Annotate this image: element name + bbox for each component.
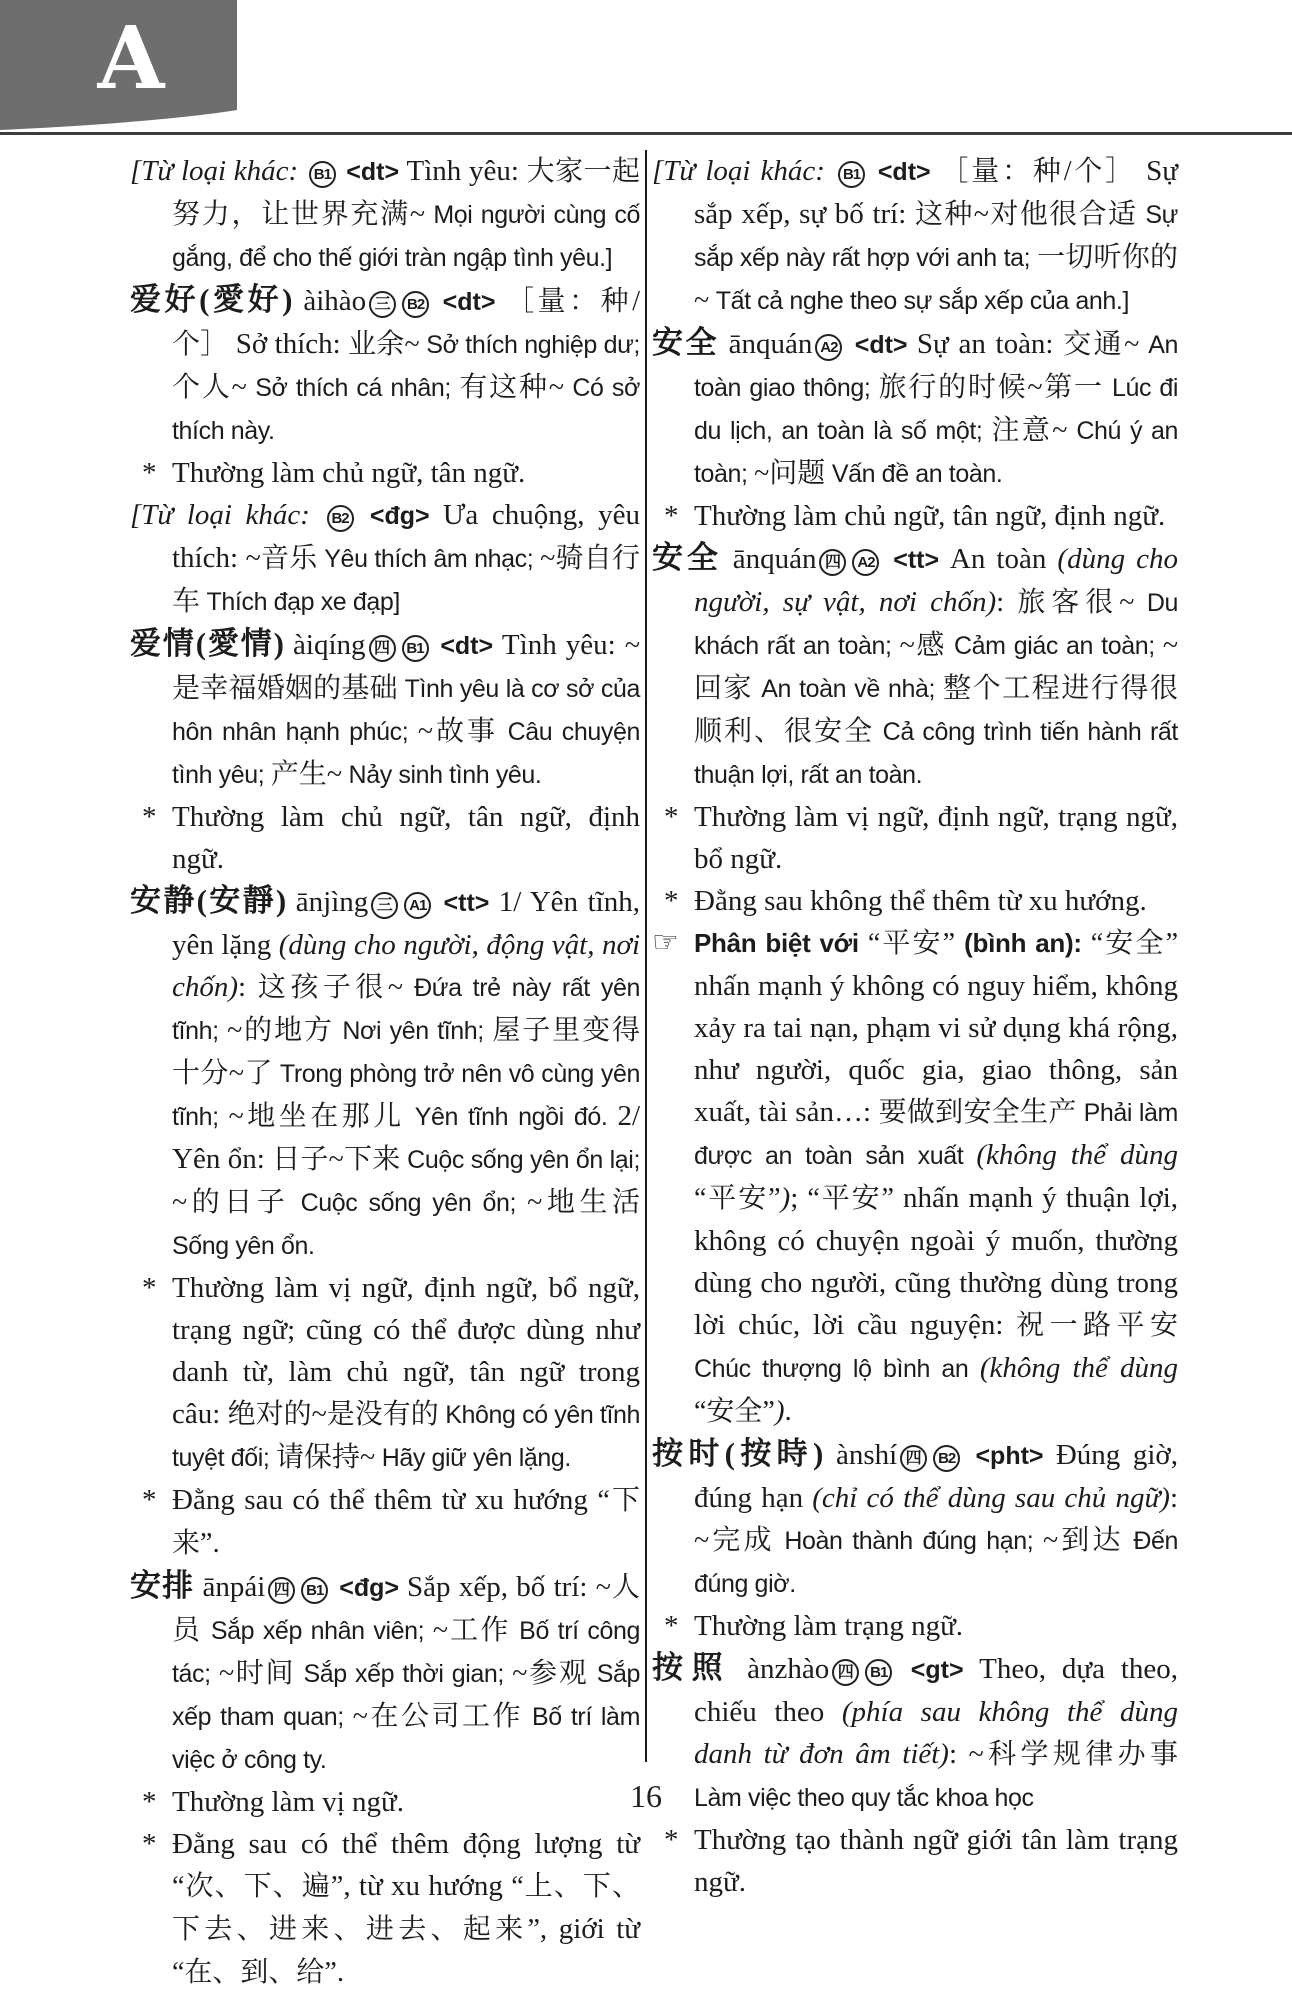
- headword: 按照: [652, 1650, 732, 1685]
- text-segment-it: (chỉ có thể dùng sau chủ ngữ): [812, 1482, 1170, 1514]
- text-segment-rm: 2/ Yên ổn:: [172, 1100, 640, 1175]
- text-segment-zh: 这孩子很~: [257, 972, 404, 1003]
- text-segment-zh: ~地坐在那儿: [228, 1101, 405, 1132]
- level-badge: B2: [402, 291, 429, 318]
- note-asterisk: *: [142, 1786, 157, 1818]
- text-segment-zh: 注意~: [991, 415, 1068, 446]
- other-pos-note: [652, 150, 1178, 322]
- text-segment-tag: <dt>: [845, 331, 917, 359]
- text-segment-vi: Sắp xếp tham quan;: [172, 1660, 640, 1731]
- other-pos-note: [130, 150, 640, 279]
- text-segment-py: ànshí: [823, 1439, 898, 1471]
- note-asterisk: *: [664, 500, 679, 532]
- text-segment-rm: 1/ Yên tĩnh, yên lặng: [172, 886, 640, 961]
- text-segment-zh: ~地生活: [527, 1187, 641, 1218]
- text-segment-rm: :: [238, 971, 258, 1003]
- note-asterisk: *: [142, 1828, 157, 1860]
- headword: 按时(按時): [652, 1436, 824, 1471]
- text-segment-zh: ［量：种/个］: [940, 156, 1137, 187]
- text-segment-vi: Làm việc theo quy tắc khoa học: [694, 1784, 1034, 1812]
- text-segment-rm: Đằng sau có thể thêm từ xu hướng: [172, 1484, 598, 1516]
- level-badge: A1: [404, 892, 431, 919]
- text-segment-vi: Nảy sinh tình yêu.: [342, 761, 542, 789]
- headword: 安全: [652, 540, 722, 575]
- text-segment-tag: <đg>: [356, 502, 443, 530]
- text-segment-zh: ~的地方: [227, 1015, 334, 1046]
- headword: 爱好(愛好): [130, 282, 293, 317]
- text-segment-rm: Tình yêu:: [501, 629, 625, 661]
- level-badge: 四: [369, 635, 396, 662]
- text-segment-vi: Cảm giác an toàn;: [945, 632, 1163, 660]
- level-badge: B1: [838, 161, 865, 188]
- text-segment-rm: An toàn: [949, 543, 1058, 575]
- header-rule: [0, 132, 1292, 135]
- text-segment-py: àiqíng: [283, 629, 366, 661]
- headword: 安排: [130, 1568, 195, 1603]
- text-segment-zh: 日子~下来: [272, 1144, 401, 1175]
- dictionary-entry: [652, 1433, 1178, 1605]
- text-segment-vi: Sự sắp xếp này rất hợp với anh ta;: [694, 201, 1178, 272]
- text-segment-py: ānquán: [721, 543, 817, 575]
- text-segment-rm: , giới từ: [539, 1913, 640, 1945]
- dictionary-entry: [652, 322, 1178, 495]
- text-segment-zh: “平安”: [694, 1183, 781, 1214]
- text-segment-vi: Lúc đi du lịch, an toàn là số một;: [694, 374, 1179, 445]
- note-asterisk: *: [664, 1824, 679, 1856]
- text-segment-tag: <dt>: [431, 632, 502, 660]
- text-segment-zh: ~故事: [417, 716, 499, 747]
- text-segment-vi: Hoàn thành đúng hạn;: [774, 1527, 1043, 1555]
- text-segment-vi: Đến đúng giờ.: [694, 1527, 1178, 1598]
- text-segment-zh: 一切听你的~: [694, 242, 1178, 316]
- headword: 爱情(愛情): [130, 626, 284, 661]
- usage-note: [652, 880, 1178, 922]
- text-segment-zh: 大家一起努力，让世界充满~: [172, 156, 640, 230]
- text-segment-zh: ~人员: [172, 1572, 640, 1646]
- text-segment-tag: <dt>: [338, 158, 407, 186]
- text-segment-zh: ~工作: [432, 1615, 511, 1646]
- usage-note: [652, 495, 1178, 537]
- text-segment-zh: “平安”: [867, 928, 956, 959]
- text-segment-tag: <tt>: [434, 889, 499, 917]
- level-badge: 三: [371, 892, 398, 919]
- note-asterisk: *: [142, 801, 157, 833]
- dictionary-entry: [652, 537, 1178, 796]
- level-badge: B1: [309, 161, 336, 188]
- level-badge: A2: [852, 549, 879, 576]
- text-segment-vi: Cuộc sống yên ổn lại;: [400, 1146, 641, 1174]
- headword: 安静(安靜): [130, 883, 287, 918]
- text-segment-zh: ~是幸福婚姻的基础: [172, 630, 640, 704]
- text-segment-tag: <dt>: [868, 158, 941, 186]
- text-segment-vi: Câu chuyện tình yêu;: [172, 718, 641, 789]
- text-segment-zh: “在、到、给”: [172, 1957, 337, 1988]
- text-segment-it: [Từ loại khác:: [652, 155, 836, 187]
- text-segment-vi: Tình yêu là cơ sở của hôn nhân hạnh phúc;: [172, 675, 640, 746]
- text-segment-vi: Bố trí làm việc ở công ty.: [172, 1703, 640, 1774]
- text-segment-zh: 有这种~: [459, 372, 564, 403]
- note-asterisk: *: [142, 1484, 157, 1516]
- text-segment-rm: Sở thích:: [228, 328, 349, 360]
- text-segment-tag: <pht>: [963, 1442, 1056, 1470]
- text-segment-zh: 业余~: [348, 329, 420, 360]
- text-segment-vi: Cuộc sống yên ổn;: [289, 1189, 528, 1217]
- other-pos-note: [130, 494, 640, 623]
- text-segment-rm: :: [996, 586, 1018, 618]
- text-segment-zh: 屋子里变得十分~了: [172, 1015, 640, 1089]
- text-segment-rm: Tình yêu:: [406, 155, 527, 187]
- text-segment-zh: 请保持~: [276, 1442, 376, 1473]
- text-segment-tag: <gt>: [895, 1656, 980, 1684]
- text-segment-vi: Sắp xếp nhân viên;: [202, 1617, 433, 1645]
- text-segment-vi: Thích đạp xe đạp]: [200, 588, 400, 616]
- headword: 安全: [652, 325, 719, 360]
- note-asterisk: *: [664, 885, 679, 917]
- text-segment-it: (không thể dùng: [979, 1352, 1178, 1384]
- column-divider: [645, 150, 647, 1762]
- text-segment-rm: Thường làm vị ngữ, định ngữ, bổ ngữ, trạng ngữ; cũng có thể được dùng như danh từ, làm chủ ngữ, tân ngữ trong câu:: [172, 1272, 640, 1430]
- text-segment-rm: Thường làm chủ ngữ, tân ngữ.: [172, 457, 526, 489]
- level-badge: 四: [268, 1577, 295, 1604]
- text-segment-zh: “平安”: [807, 1183, 894, 1214]
- text-segment-rm: Đằng sau có thể thêm động lượng từ: [172, 1828, 640, 1860]
- text-segment-rm: Theo, dựa theo, chiếu theo: [694, 1653, 1179, 1728]
- note-asterisk: *: [664, 1610, 679, 1642]
- text-segment-rm: Thường tạo thành ngữ giới tân làm trạng ngữ.: [694, 1824, 1178, 1898]
- text-segment-rm: Thường làm chủ ngữ, tân ngữ, định ngữ.: [694, 500, 1166, 532]
- text-segment-zh: ［量：种/个］: [172, 286, 641, 360]
- text-segment-vi: Bố trí công tác;: [172, 1617, 640, 1688]
- text-segment-zh: 祝一路平安: [1016, 1310, 1178, 1341]
- text-segment-rm: Thường làm vị ngữ.: [172, 1786, 405, 1818]
- text-segment-zh: ~问题: [754, 458, 826, 489]
- dictionary-entry: [130, 623, 640, 796]
- usage-note: [652, 1819, 1178, 1903]
- text-segment-vi: Sở thích nghiệp dư;: [419, 331, 640, 359]
- text-segment-vi: Tất cả nghe theo sự sắp xếp của anh.]: [709, 287, 1130, 315]
- text-segment-rm: :: [1169, 1482, 1178, 1514]
- text-segment-vi: Chúc thượng lộ bình an: [694, 1355, 980, 1383]
- text-segment-zh: ~完成: [694, 1525, 775, 1556]
- text-segment-rm: nhấn mạnh ý thuận lợi, không có chuyện ngoài ý muốn, thường dùng cho người, cũng thường dùng trong lời chúc, lời cầu nguyện:: [694, 1182, 1179, 1341]
- text-segment-vi: Yêu thích âm nhạc;: [317, 545, 541, 573]
- level-badge: 四: [900, 1445, 927, 1472]
- text-segment-rm: .: [784, 1395, 792, 1427]
- text-segment-zh: ~的日子: [172, 1187, 290, 1218]
- text-segment-tag: <dt>: [432, 288, 506, 316]
- text-segment-vi: Nơi yên tĩnh;: [333, 1017, 493, 1045]
- text-segment-zh: “安全”: [694, 1396, 775, 1427]
- text-segment-py: ānpái: [194, 1571, 266, 1603]
- text-segment-rm: Thường làm chủ ngữ, tân ngữ, định ngữ.: [172, 801, 640, 875]
- dictionary-entry: [130, 1565, 640, 1781]
- text-segment-zh: 交通~: [1063, 329, 1140, 360]
- text-segment-zh: 这种~对他很合适: [914, 199, 1138, 230]
- level-badge: 四: [819, 549, 846, 576]
- level-badge: B1: [865, 1659, 892, 1686]
- text-segment-vi: Hãy giữ yên lặng.: [375, 1444, 571, 1472]
- text-segment-it: (phía sau không thể dùng danh từ đơn âm tiết): [694, 1696, 1178, 1770]
- text-segment-rm: Ưa chuộng, yêu thích:: [172, 499, 640, 574]
- level-badge: A2: [815, 334, 842, 361]
- text-segment-rm: Sự an toàn:: [916, 328, 1064, 360]
- text-segment-it: [Từ loại khác:: [130, 499, 324, 531]
- text-segment-vi: Yên tĩnh ngồi đó.: [404, 1103, 618, 1131]
- text-segment-vi: Sắp xếp thời gian;: [295, 1660, 513, 1688]
- text-segment-zh: ~音乐: [245, 543, 318, 574]
- text-segment-vi: Du khách rất an toàn;: [694, 589, 1178, 660]
- dictionary-entry: [130, 279, 640, 452]
- text-segment-zh: “下来”: [172, 1485, 640, 1559]
- text-segment-it: (không thể dùng: [976, 1139, 1178, 1171]
- text-segment-vi: Trong phòng trở nên vô cùng yên tĩnh;: [172, 1060, 640, 1131]
- text-segment-py: ānquán: [718, 328, 813, 360]
- text-segment-zh: 绝对的~是没有的: [227, 1399, 439, 1430]
- text-segment-rm: Đằng sau không thể thêm từ xu hướng.: [694, 885, 1147, 917]
- text-segment-rm: .: [336, 1956, 345, 1988]
- text-segment-zh: ~科学规律办事: [968, 1739, 1179, 1770]
- text-segment-it: ): [774, 1395, 785, 1427]
- text-segment-it: ): [780, 1182, 791, 1214]
- note-asterisk: *: [664, 801, 679, 833]
- text-segment-it: (dùng cho người, sự vật, nơi chốn): [694, 543, 1179, 618]
- usage-note: [652, 1605, 1178, 1647]
- text-segment-zh: “上、下、下去、进来、进去、起来”: [172, 1871, 640, 1945]
- text-segment-zh: 旅客很~: [1017, 587, 1135, 618]
- text-segment-rm: Sự sắp xếp, sự bố trí:: [694, 155, 1179, 230]
- text-segment-zh: ~在公司工作: [352, 1701, 523, 1732]
- text-segment-rm: ;: [790, 1182, 808, 1214]
- section-letter: A: [97, 8, 165, 109]
- dictionary-column-left: [130, 150, 640, 1994]
- text-segment-py: àihào: [292, 285, 367, 317]
- text-segment-vi: Cả công trình tiến hành rất thuận lợi, rất an toàn.: [694, 718, 1178, 789]
- text-segment-zh: ~参观: [512, 1658, 589, 1689]
- text-segment-py: ànzhào: [731, 1653, 830, 1685]
- usage-note: [130, 1823, 640, 1994]
- dictionary-entry: [130, 880, 640, 1267]
- note-asterisk: *: [142, 1272, 157, 1304]
- text-segment-rm: .: [212, 1527, 220, 1559]
- text-segment-zh: 产生~: [270, 759, 343, 790]
- text-segment-vi: An toàn giao thông;: [694, 331, 1179, 402]
- text-segment-vi: Sở thích cá nhân;: [246, 374, 460, 402]
- text-segment-it: (dùng cho người, động vật, nơi chốn): [172, 929, 640, 1003]
- text-segment-rm: Thường làm vị ngữ, định ngữ, trạng ngữ, bổ ngữ.: [694, 801, 1178, 875]
- text-segment-vi: An toàn về nhà;: [753, 675, 944, 703]
- text-segment-zh: 要做到安全生产: [878, 1097, 1077, 1128]
- usage-note: [652, 796, 1178, 880]
- text-segment-vi: Sống yên ổn.: [172, 1232, 315, 1260]
- usage-note: [130, 1267, 640, 1479]
- text-segment-zh: “安全”: [1090, 928, 1179, 959]
- text-segment-it: [Từ loại khác:: [130, 155, 306, 187]
- text-segment-rm: , từ xu hướng: [343, 1870, 512, 1902]
- text-segment-py: ānjìng: [286, 886, 369, 918]
- comparison-tip: [652, 922, 1178, 1433]
- text-segment-vi: Phải làm được an toàn sản xuất: [694, 1099, 1178, 1170]
- text-segment-rm: Sắp xếp, bố trí:: [407, 1571, 596, 1603]
- text-segment-zh: ~骑自行车: [172, 543, 640, 617]
- level-badge: B2: [327, 505, 354, 532]
- text-segment-vi: Mọi người cùng cố gắng, để cho thế giới tràn ngập tình yêu.]: [172, 201, 640, 272]
- level-badge: B1: [301, 1577, 328, 1604]
- usage-note: [130, 452, 640, 494]
- usage-note: [130, 796, 640, 880]
- level-badge: B2: [933, 1445, 960, 1472]
- text-segment-zh: 旅行的时候~第一: [878, 372, 1104, 403]
- text-segment-zh: “次、下、遍”: [172, 1871, 344, 1902]
- level-badge: 四: [832, 1659, 859, 1686]
- text-segment-vi: Vấn đề an toàn.: [825, 460, 1003, 488]
- text-segment-rm: Đúng giờ, đúng hạn: [694, 1439, 1178, 1514]
- text-segment-rm: nhấn mạnh ý không có nguy hiểm, không xảy ra tai nạn, phạm vi sử dụng khá rộng, như người, quốc gia, giao thông, sản xuất, tài sản…:: [694, 970, 1178, 1128]
- text-segment-vi: Chú ý an toàn;: [694, 417, 1178, 488]
- text-segment-zh: ~时间: [218, 1658, 296, 1689]
- text-segment-vi: Không có yên tĩnh tuyệt đối;: [172, 1401, 641, 1472]
- text-segment-tag: <đg>: [331, 1574, 408, 1602]
- dictionary-column-right: [652, 150, 1178, 1903]
- text-segment-vi: Có sở thích này.: [172, 374, 640, 445]
- note-asterisk: *: [142, 457, 157, 489]
- text-segment-zh: ~到达: [1042, 1525, 1124, 1556]
- usage-note: [130, 1479, 640, 1565]
- text-segment-zh: 整个工程进行得很顺利、很安全: [694, 673, 1178, 747]
- page-number: 16: [630, 1778, 662, 1814]
- text-segment-rm: Thường làm trạng ngữ.: [694, 1610, 964, 1642]
- text-segment-zh: ~感: [899, 630, 946, 661]
- level-badge: B1: [402, 635, 429, 662]
- text-segment-tag: <tt>: [882, 546, 950, 574]
- text-segment-bd: Phân biệt với: [694, 928, 868, 958]
- text-segment-bd: (bình an):: [955, 928, 1091, 958]
- text-segment-zh: ~回家: [694, 630, 1178, 704]
- text-segment-rm: :: [948, 1738, 969, 1770]
- text-segment-vi: Đứa trẻ này rất yên tĩnh;: [172, 974, 641, 1045]
- level-badge: 三: [369, 291, 396, 318]
- text-segment-zh: 个人~: [172, 372, 247, 403]
- pointing-hand-icon: ☞: [652, 926, 679, 959]
